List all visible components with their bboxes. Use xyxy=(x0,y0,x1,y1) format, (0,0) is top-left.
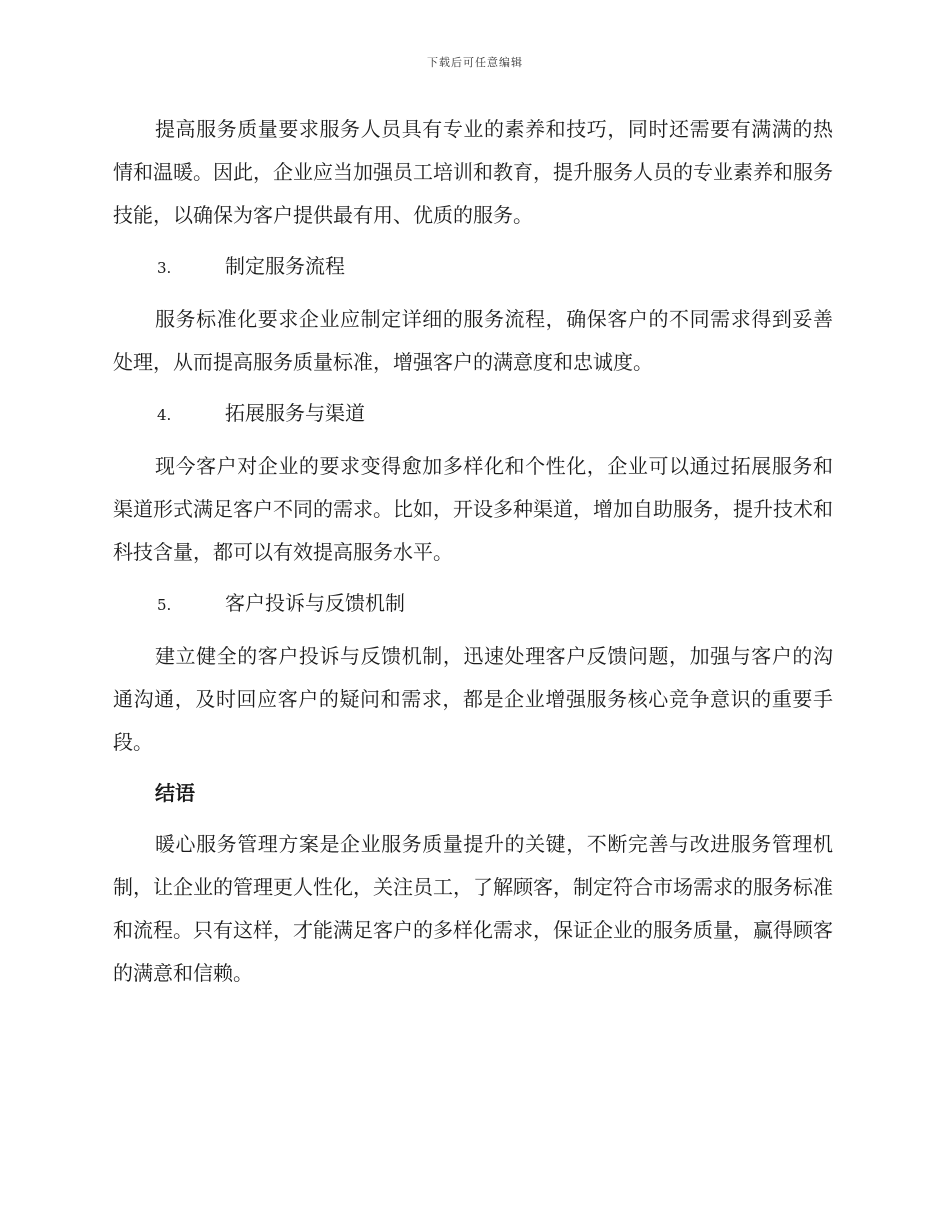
list-item-number: 5. xyxy=(157,596,172,614)
paragraph-conclusion: 暖心服务管理方案是企业服务质量提升的关键，不断完善与改进服务管理机制，让企业的管理更人性化，关注员工，了解顾客，制定符合市场需求的服务标准和流程。只有这样，才能满足客户的多样化需求，保证企业的服务质量，赢得顾客的满意和信赖。 xyxy=(113,832,833,985)
list-item-title: 拓展服务与渠道 xyxy=(225,401,365,425)
list-item-title: 客户投诉与反馈机制 xyxy=(225,591,405,615)
header-note: 下载后可任意编辑 xyxy=(427,56,523,69)
list-item-4 xyxy=(113,392,833,437)
list-item-number: 4. xyxy=(157,406,172,424)
paragraph-feedback: 建立健全的客户投诉与反馈机制，迅速处理客户反馈问题，加强与客户的沟通沟通，及时回应客户的疑问和需求，都是企业增强服务核心竞争意识的重要手段。 xyxy=(113,644,833,754)
list-item-title: 制定服务流程 xyxy=(225,254,345,278)
list-item-5 xyxy=(113,582,833,627)
document-body xyxy=(113,108,833,1003)
paragraph-service-quality: 提高服务质量要求服务人员具有专业的素养和技巧，同时还需要有满满的热情和温暖。因此，企业应当加强员工培训和教育，提升服务人员的专业素养和服务技能，以确保为客户提供最有用、优质的服务。 xyxy=(113,117,833,227)
conclusion-heading: 结语 xyxy=(155,781,195,805)
list-item-number: 3. xyxy=(157,259,172,277)
paragraph-channels: 现今客户对企业的要求变得愈加多样化和个性化，企业可以通过拓展服务和渠道形式满足客户不同的需求。比如，开设多种渠道，增加自助服务，提升技术和科技含量，都可以有效提高服务水平。 xyxy=(113,454,833,564)
list-item-3 xyxy=(113,245,833,290)
paragraph-service-process: 服务标准化要求企业应制定详细的服务流程，确保客户的不同需求得到妥善处理，从而提高服务质量标准，增强客户的满意度和忠诚度。 xyxy=(113,307,833,374)
